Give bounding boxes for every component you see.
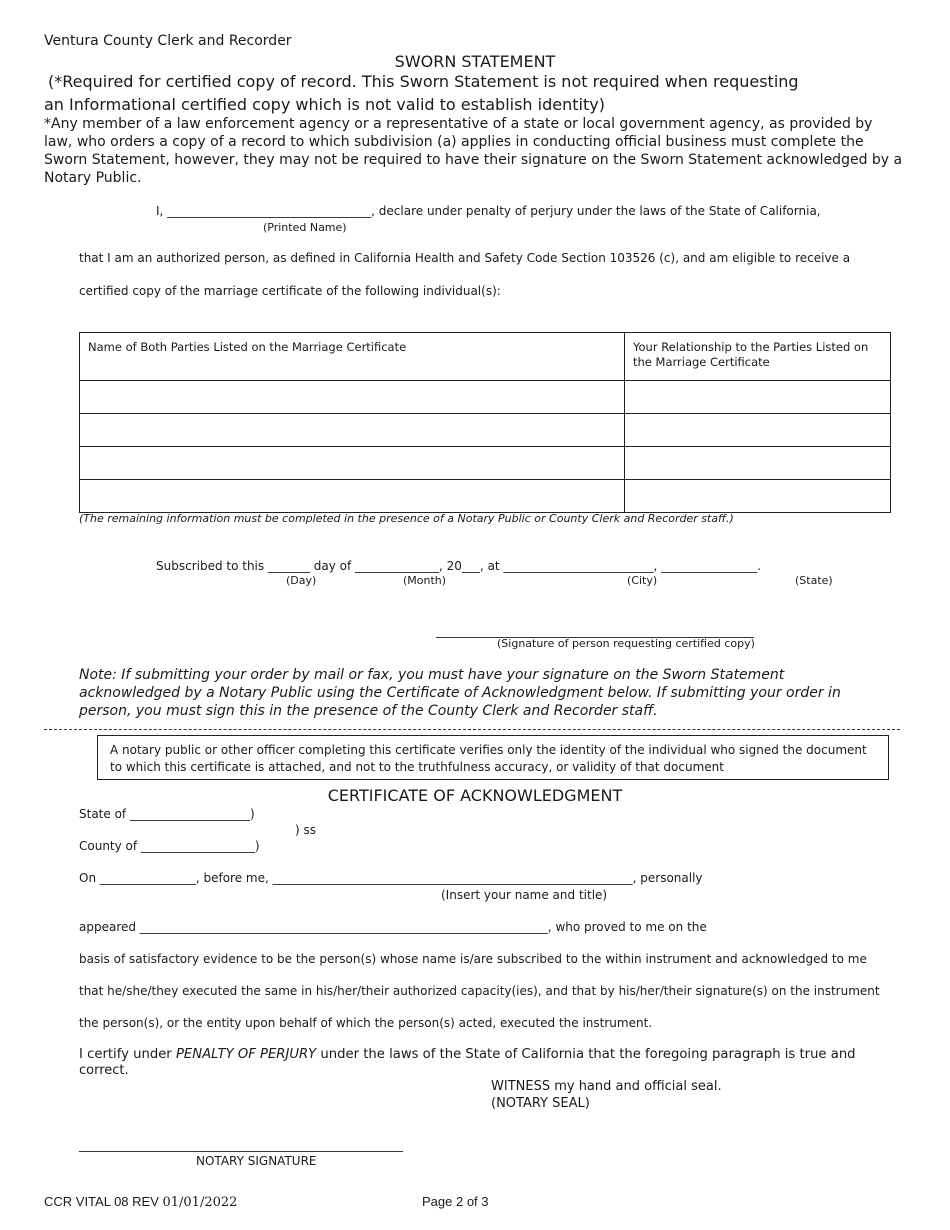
table-row bbox=[80, 414, 891, 447]
relationship-header: Your Relationship to the Parties Listed on the Marriage Certificate bbox=[625, 333, 891, 381]
form-number: CCR VITAL 08 REV bbox=[44, 1194, 163, 1209]
relationship-cell[interactable] bbox=[625, 414, 891, 447]
agency-name: Ventura County Clerk and Recorder bbox=[44, 33, 292, 49]
month-label: (Month) bbox=[403, 574, 447, 587]
witness-line: WITNESS my hand and official seal. bbox=[491, 1079, 722, 1094]
parties-name-cell[interactable] bbox=[80, 447, 625, 480]
parties-table bbox=[79, 332, 891, 513]
entity-line: the person(s), or the entity upon behalf of which the person(s) acted, executed the instrument. bbox=[79, 1016, 653, 1030]
note-line-2: acknowledged by a Notary Public using the Certificate of Acknowledgment below. If submitting your order in bbox=[79, 685, 841, 701]
parties-name-header: Name of Both Parties Listed on the Marriage Certificate bbox=[80, 333, 625, 381]
certify-line bbox=[79, 1047, 856, 1062]
notary-signature-label: NOTARY SIGNATURE bbox=[196, 1154, 317, 1168]
table-row bbox=[80, 447, 891, 480]
declaration-line-2: that I am an authorized person, as defined in California Health and Safety Code Section 103526 (c), and am eligible to receive a bbox=[79, 251, 851, 265]
relationship-cell[interactable] bbox=[625, 381, 891, 414]
city-label: (City) bbox=[627, 574, 658, 587]
parties-name-cell[interactable] bbox=[80, 381, 625, 414]
note-line-3: person, you must sign this in the presence of the County Clerk and Recorder staff. bbox=[79, 703, 658, 719]
requester-signature-label: (Signature of person requesting certified copy) bbox=[497, 637, 755, 650]
table-footnote: (The remaining information must be completed in the presence of a Notary Public or County Clerk and Recorder staff.) bbox=[79, 512, 734, 525]
state-of-line: State of ____________________) bbox=[79, 807, 255, 821]
table-row bbox=[80, 381, 891, 414]
agency-notice: *Any member of a law enforcement agency or a representative of a state or local government agency, as provided by law, who orders a copy of a record to which subdivision (a) applies in conducting official business must complete the Sworn Statement, however, they may not be required to have their signature on the Sworn Statement acknowledged by a Notary Public. bbox=[44, 116, 903, 186]
state-label: (State) bbox=[795, 574, 833, 587]
parties-name-cell[interactable] bbox=[80, 480, 625, 513]
notary-notice-box: A notary public or other officer completing this certificate verifies only the identity of the individual who signed the document to which this certificate is attached, and not to the truthfulness accuracy, or validity of that document bbox=[97, 735, 889, 780]
certify-line-2: correct. bbox=[79, 1063, 129, 1078]
subtitle-line-2: an Informational certified copy which is not valid to establish identity) bbox=[44, 95, 605, 114]
printed-name-label: (Printed Name) bbox=[263, 221, 347, 234]
executed-line: that he/she/they executed the same in his/her/their authorized capacity(ies), and that by his/her/their signature(s) on the instrument bbox=[79, 984, 880, 998]
notary-seal-label: (NOTARY SEAL) bbox=[491, 1096, 590, 1111]
notary-signature-line: ______________________________________________________ bbox=[79, 1138, 403, 1152]
ss-line: ) ss bbox=[295, 823, 316, 837]
page-title: SWORN STATEMENT bbox=[394, 52, 556, 71]
note-line-1: Note: If submitting your order by mail or fax, you must have your signature on the Sworn Statement bbox=[79, 667, 785, 683]
appeared-line: appeared ____________________________________________________________________, who proved to me on the bbox=[79, 920, 707, 934]
cut-line-divider bbox=[44, 729, 900, 730]
table-header-row bbox=[80, 333, 891, 381]
table-row bbox=[80, 480, 891, 513]
requester-signature-line: _____________________________________________________ bbox=[436, 624, 754, 638]
form-id bbox=[44, 1194, 237, 1210]
basis-line: basis of satisfactory evidence to be the person(s) whose name is/are subscribed to the within instrument and acknowledged to me bbox=[79, 952, 867, 966]
subscription-line: Subscribed to this _______ day of ______________, 20___, at _________________________, ________________. bbox=[156, 559, 761, 573]
certify-post: under the laws of the State of California that the foregoing paragraph is true and bbox=[316, 1047, 856, 1062]
declaration-line-3: certified copy of the marriage certificate of the following individual(s): bbox=[79, 284, 501, 298]
parties-name-cell[interactable] bbox=[80, 414, 625, 447]
declaration-line-1: I, __________________________________, declare under penalty of perjury under the laws of the State of California, bbox=[156, 204, 821, 218]
relationship-cell[interactable] bbox=[625, 480, 891, 513]
penalty-of-perjury-emphasis: PENALTY OF PERJURY bbox=[175, 1047, 317, 1062]
certify-pre: I certify under bbox=[79, 1047, 176, 1062]
relationship-cell[interactable] bbox=[625, 447, 891, 480]
day-label: (Day) bbox=[286, 574, 317, 587]
revision-date: 01/01/2022 bbox=[162, 1195, 238, 1210]
subtitle-line-1: (*Required for certified copy of record. This Sworn Statement is not required when requesting bbox=[48, 72, 799, 91]
acknowledgment-title: CERTIFICATE OF ACKNOWLEDGMENT bbox=[327, 786, 623, 805]
page-number: Page 2 of 3 bbox=[422, 1194, 489, 1209]
on-before-me-line: On ________________, before me, ____________________________________________________________, personally bbox=[79, 871, 703, 885]
county-of-line: County of ___________________) bbox=[79, 839, 260, 853]
insert-name-label: (Insert your name and title) bbox=[441, 888, 608, 902]
